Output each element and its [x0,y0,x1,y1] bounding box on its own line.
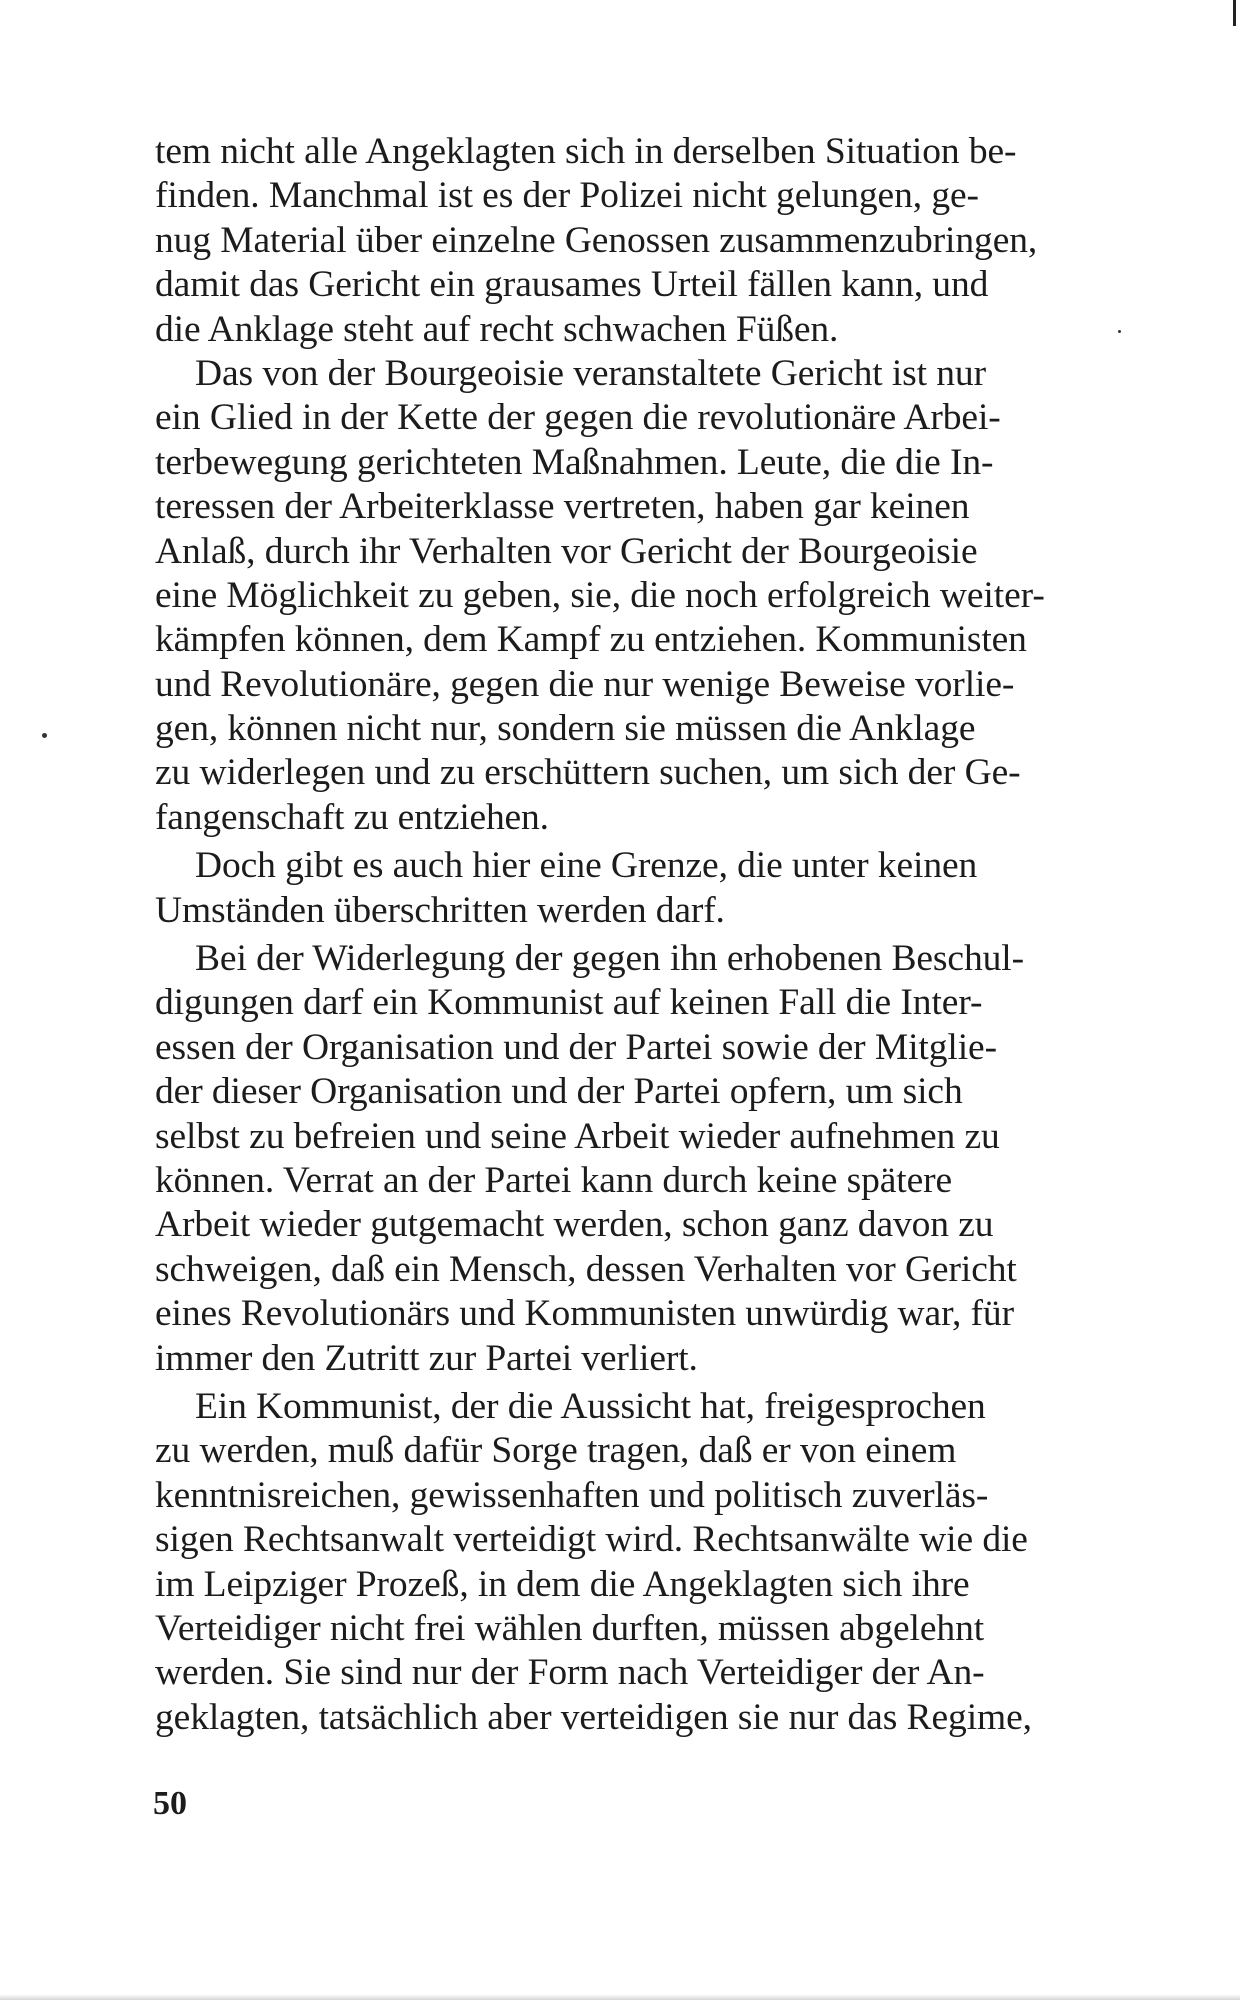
text-line: Das von der Bourgeoisie veranstaltete Gericht ist nur [195,352,986,394]
text-line: zu widerlegen und zu erschüttern suchen, um sich der Ge- [155,752,1021,794]
scan-speck [42,733,47,738]
text-line: essen der Organisation und der Partei sowie der Mitglie- [155,1026,998,1068]
text-line: gen, können nicht nur, sondern sie müssen die Anklage [155,708,976,750]
text-line: werden. Sie sind nur der Form nach Verteidiger der An- [155,1652,985,1694]
text-line: tem nicht alle Angeklagten sich in derselben Situation be- [155,131,1017,172]
text-line: geklagten, tatsächlich aber verteidigen sie nur das Regime, [155,1696,1032,1738]
text-line: zu werden, muß dafür Sorge tragen, daß er von einem [155,1430,957,1472]
text-line: fangenschaft zu entziehen. [155,796,549,838]
text-line: kenntnisreichen, gewissenhaften und politisch zuverläs- [155,1474,989,1516]
text-line: können. Verrat an der Partei kann durch keine spätere [155,1159,953,1201]
text-line: Anlaß, durch ihr Verhalten vor Gericht der Bourgeoisie [155,530,978,572]
scan-edge-mark [1233,0,1236,26]
text-line: immer den Zutritt zur Partei verliert. [155,1337,698,1379]
text-line: kämpfen können, dem Kampf zu entziehen. Kommunisten [155,619,1027,661]
text-line: Arbeit wieder gutgemacht werden, schon ganz davon zu [155,1204,994,1246]
text-line: die Anklage steht auf recht schwachen Füßen. [155,308,839,350]
page-number: 50 [153,1785,187,1822]
text-line: Verteidiger nicht frei wählen durften, müssen abgelehnt [155,1607,985,1649]
text-line: finden. Manchmal ist es der Polizei nicht gelungen, ge- [155,175,979,217]
text-line: der dieser Organisation und der Partei opfern, um sich [155,1071,963,1113]
text-line: Doch gibt es auch hier eine Grenze, die unter keinen [195,845,978,887]
text-line: eine Möglichkeit zu geben, sie, die noch erfolgreich weiter- [155,574,1045,616]
text-line: schweigen, daß ein Mensch, dessen Verhalten vor Gericht [155,1248,1017,1290]
text-line: terbewegung gerichteten Maßnahmen. Leute, die die In- [155,441,994,483]
text-line: teressen der Arbeiterklasse vertreten, haben gar keinen [155,486,970,528]
scan-bottom-edge [0,1994,1240,2000]
text-line: damit das Gericht ein grausames Urteil fällen kann, und [155,264,989,306]
text-line: nug Material über einzelne Genossen zusammenzubringen, [155,219,1038,261]
text-line: sigen Rechtsanwalt verteidigt wird. Rechtsanwälte wie die [155,1519,1028,1561]
text-line: digungen darf ein Kommunist auf keinen Fall die Inter- [155,982,983,1024]
text-line: selbst zu befreien und seine Arbeit wieder aufnehmen zu [155,1115,1000,1157]
text-line: Umständen überschritten werden darf. [155,889,725,931]
text-line: Bei der Widerlegung der gegen ihn erhobenen Beschul- [195,938,1024,980]
text-line: ein Glied in der Kette der gegen die revolutionäre Arbei- [155,397,1001,439]
body-text [155,130,1160,1740]
text-line: im Leipziger Prozeß, in dem die Angeklagten sich ihre [155,1563,970,1605]
text-line: Ein Kommunist, der die Aussicht hat, freigesprochen [195,1385,986,1427]
text-line: und Revolutionäre, gegen die nur wenige Beweise vorlie- [155,663,1015,705]
text-line: eines Revolutionärs und Kommunisten unwürdig war, für [155,1293,1014,1335]
